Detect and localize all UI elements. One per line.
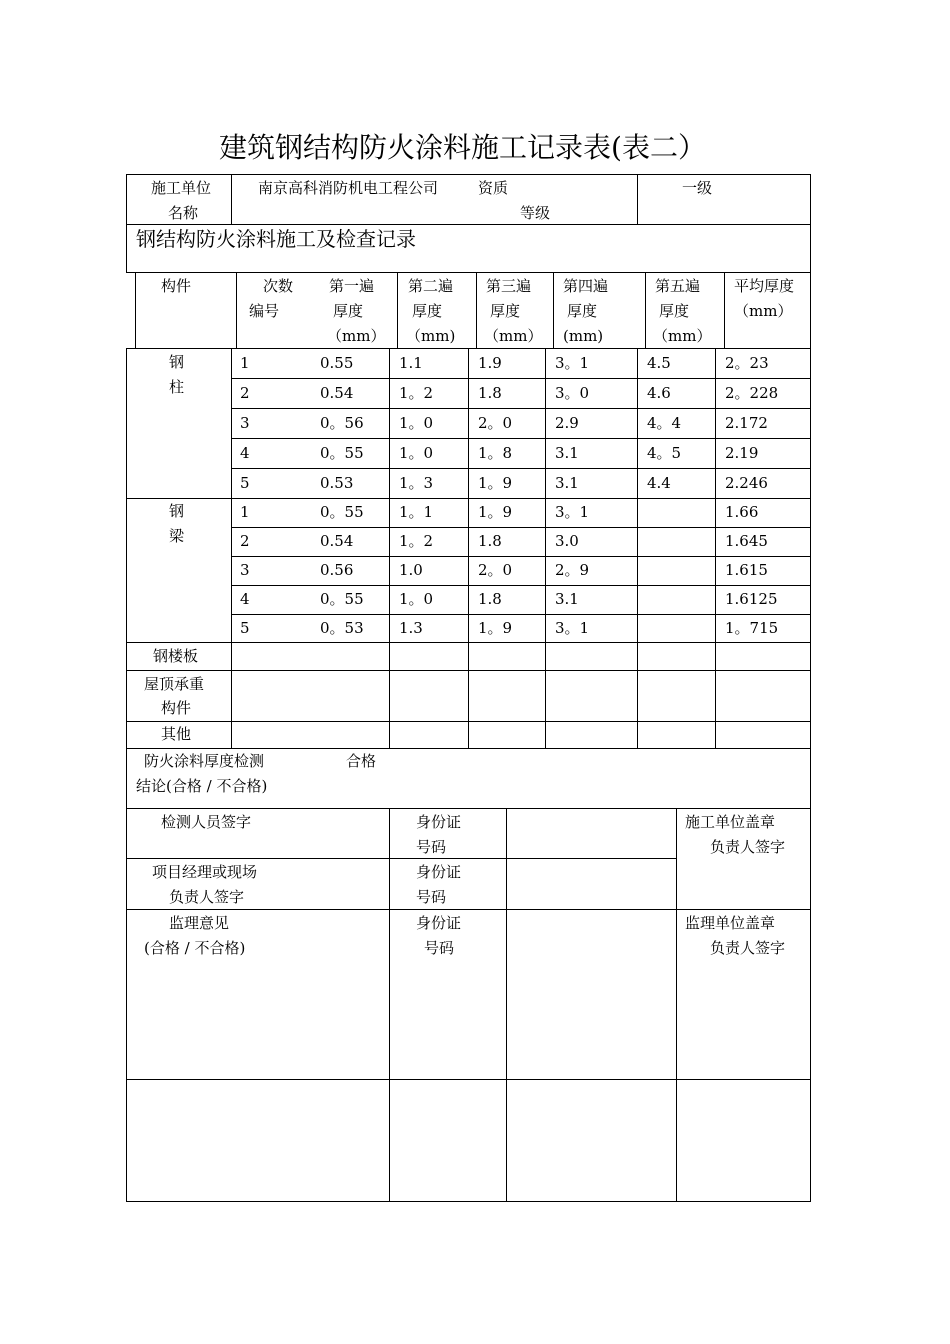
table-cell: 3。0 bbox=[555, 384, 590, 402]
header-pass5-line1: 第五遍 bbox=[655, 277, 701, 295]
table-cell: 0.56 bbox=[320, 561, 354, 579]
supervision-label-1: 监理意见 bbox=[169, 914, 230, 932]
group-beam-label-2: 梁 bbox=[169, 527, 185, 545]
header-pass3-line3: （mm） bbox=[484, 327, 543, 345]
table-cell: 3 bbox=[240, 561, 250, 579]
table-cell: 1。9 bbox=[478, 619, 513, 637]
table-cell: 0.55 bbox=[320, 354, 354, 372]
header-pass2-line2: 厚度 bbox=[412, 302, 443, 320]
table-cell: 0。56 bbox=[320, 414, 364, 432]
header-pass4-line2: 厚度 bbox=[567, 302, 598, 320]
row-roof-label-2: 构件 bbox=[161, 699, 192, 717]
table-cell: 4 bbox=[240, 444, 250, 462]
table-cell: 0.54 bbox=[320, 532, 354, 550]
table-cell: 2.19 bbox=[725, 444, 759, 462]
table-cell: 3。1 bbox=[555, 354, 590, 372]
table-cell: 0。53 bbox=[320, 619, 364, 637]
header-avg-line2: （mm） bbox=[734, 302, 793, 320]
table-cell: 4 bbox=[240, 590, 250, 608]
table-cell: 3。1 bbox=[555, 619, 590, 637]
header-pass4-line3: (mm) bbox=[563, 327, 604, 345]
header-pass3-line2: 厚度 bbox=[490, 302, 521, 320]
header-pass1-line1: 第一遍 bbox=[329, 277, 375, 295]
section-title: 钢结构防火涂料施工及检查记录 bbox=[136, 227, 416, 251]
id1-label-1: 身份证 bbox=[416, 813, 462, 831]
stamp1-label-2: 负责人签字 bbox=[710, 838, 786, 856]
table-cell: 2。0 bbox=[478, 561, 513, 579]
table-cell: 2。9 bbox=[555, 561, 590, 579]
table-cell: 2.246 bbox=[725, 474, 768, 492]
header-pass2-line1: 第二遍 bbox=[408, 277, 454, 295]
unit-label-line1: 施工单位 bbox=[151, 179, 212, 197]
id3-label-1: 身份证 bbox=[416, 914, 462, 932]
table-cell: 2 bbox=[240, 384, 250, 402]
conclusion-value: 合格 bbox=[346, 752, 377, 770]
table-cell: 0。55 bbox=[320, 503, 364, 521]
table-cell: 1。2 bbox=[399, 532, 434, 550]
manager-label-1: 项目经理或现场 bbox=[152, 863, 258, 881]
table-cell: 1。0 bbox=[399, 414, 434, 432]
table-cell: 4。5 bbox=[647, 444, 682, 462]
group-beam-label-1: 钢 bbox=[169, 502, 185, 520]
header-pass5-line3: （mm） bbox=[653, 327, 712, 345]
table-cell: 1。0 bbox=[399, 590, 434, 608]
table-cell: 0.54 bbox=[320, 384, 354, 402]
table-cell: 2 bbox=[240, 532, 250, 550]
stamp1-label-1: 施工单位盖章 bbox=[685, 813, 776, 831]
conclusion-label-1: 防火涂料厚度检测 bbox=[144, 752, 265, 770]
table-cell: 4。4 bbox=[647, 414, 682, 432]
unit-label-line2: 名称 bbox=[168, 204, 199, 222]
table-cell: 1 bbox=[240, 503, 250, 521]
supervision-label-2: (合格 / 不合格) bbox=[144, 939, 246, 957]
header-pass4-line1: 第四遍 bbox=[563, 277, 609, 295]
header-number-line1: 次数 bbox=[263, 277, 294, 295]
header-pass2-line3: （mm) bbox=[406, 327, 456, 345]
table-cell: 2。228 bbox=[725, 384, 779, 402]
row-floor-label: 钢楼板 bbox=[153, 647, 199, 665]
manager-label-2: 负责人签字 bbox=[169, 888, 245, 906]
table-cell: 1.8 bbox=[478, 532, 502, 550]
qual-value: 一级 bbox=[682, 179, 713, 197]
group-column-label-2: 柱 bbox=[169, 378, 185, 396]
table-cell: 0.53 bbox=[320, 474, 354, 492]
table-cell: 1.9 bbox=[478, 354, 502, 372]
table-cell: 1。2 bbox=[399, 384, 434, 402]
header-number-line2: 编号 bbox=[249, 302, 280, 320]
row-roof-label-1: 屋顶承重 bbox=[144, 675, 205, 693]
table-cell: 1。9 bbox=[478, 503, 513, 521]
unit-name: 南京高科消防机电工程公司 bbox=[258, 179, 439, 197]
table-cell: 5 bbox=[240, 474, 250, 492]
table-cell: 2.172 bbox=[725, 414, 768, 432]
table-cell: 3。1 bbox=[555, 503, 590, 521]
table-cell: 1。9 bbox=[478, 474, 513, 492]
table-cell: 3.0 bbox=[555, 532, 579, 550]
id3-label-2: 号码 bbox=[424, 939, 455, 957]
table-cell: 1.8 bbox=[478, 384, 502, 402]
qual-label-line2: 等级 bbox=[520, 204, 551, 222]
header-avg-line1: 平均厚度 bbox=[734, 277, 795, 295]
stamp2-label-2: 负责人签字 bbox=[710, 939, 786, 957]
table-cell: 1.6125 bbox=[725, 590, 778, 608]
id2-label-2: 号码 bbox=[416, 888, 447, 906]
table-cell: 1.615 bbox=[725, 561, 768, 579]
table-cell: 0。55 bbox=[320, 444, 364, 462]
stamp2-label-1: 监理单位盖章 bbox=[685, 914, 776, 932]
table-cell: 1。715 bbox=[725, 619, 779, 637]
header-pass1-line3: （mm） bbox=[327, 327, 386, 345]
header-pass3-line1: 第三遍 bbox=[486, 277, 532, 295]
table-cell: 1。1 bbox=[399, 503, 434, 521]
header-pass5-line2: 厚度 bbox=[659, 302, 690, 320]
table-cell: 5 bbox=[240, 619, 250, 637]
page-title: 建筑钢结构防火涂料施工记录表(表二） bbox=[219, 131, 706, 164]
table-cell: 2.9 bbox=[555, 414, 579, 432]
id2-label-1: 身份证 bbox=[416, 863, 462, 881]
header-pass1-line2: 厚度 bbox=[333, 302, 364, 320]
table-cell: 1。0 bbox=[399, 444, 434, 462]
table-cell: 3 bbox=[240, 414, 250, 432]
row-other-label: 其他 bbox=[161, 725, 192, 743]
table-cell: 1.8 bbox=[478, 590, 502, 608]
table-cell: 0。55 bbox=[320, 590, 364, 608]
inspector-signature-label: 检测人员签字 bbox=[161, 813, 252, 831]
table-cell: 3.1 bbox=[555, 590, 579, 608]
table-cell: 4.4 bbox=[647, 474, 671, 492]
table-cell: 4.6 bbox=[647, 384, 671, 402]
conclusion-label-2: 结论(合格 / 不合格) bbox=[136, 777, 268, 795]
table-cell: 2。23 bbox=[725, 354, 769, 372]
table-cell: 3.1 bbox=[555, 474, 579, 492]
id1-label-2: 号码 bbox=[416, 838, 447, 856]
table-cell: 2。0 bbox=[478, 414, 513, 432]
group-column-label-1: 钢 bbox=[169, 353, 185, 371]
table-cell: 1。8 bbox=[478, 444, 513, 462]
table-cell: 1.3 bbox=[399, 619, 423, 637]
table-cell: 1.0 bbox=[399, 561, 423, 579]
header-component: 构件 bbox=[161, 277, 192, 295]
table-cell: 4.5 bbox=[647, 354, 671, 372]
table-cell: 1。3 bbox=[399, 474, 434, 492]
qual-label-line1: 资质 bbox=[478, 179, 509, 197]
table-cell: 1.645 bbox=[725, 532, 768, 550]
table-cell: 3.1 bbox=[555, 444, 579, 462]
table-cell: 1.1 bbox=[399, 354, 423, 372]
table-cell: 1.66 bbox=[725, 503, 759, 521]
table-cell: 1 bbox=[240, 354, 250, 372]
